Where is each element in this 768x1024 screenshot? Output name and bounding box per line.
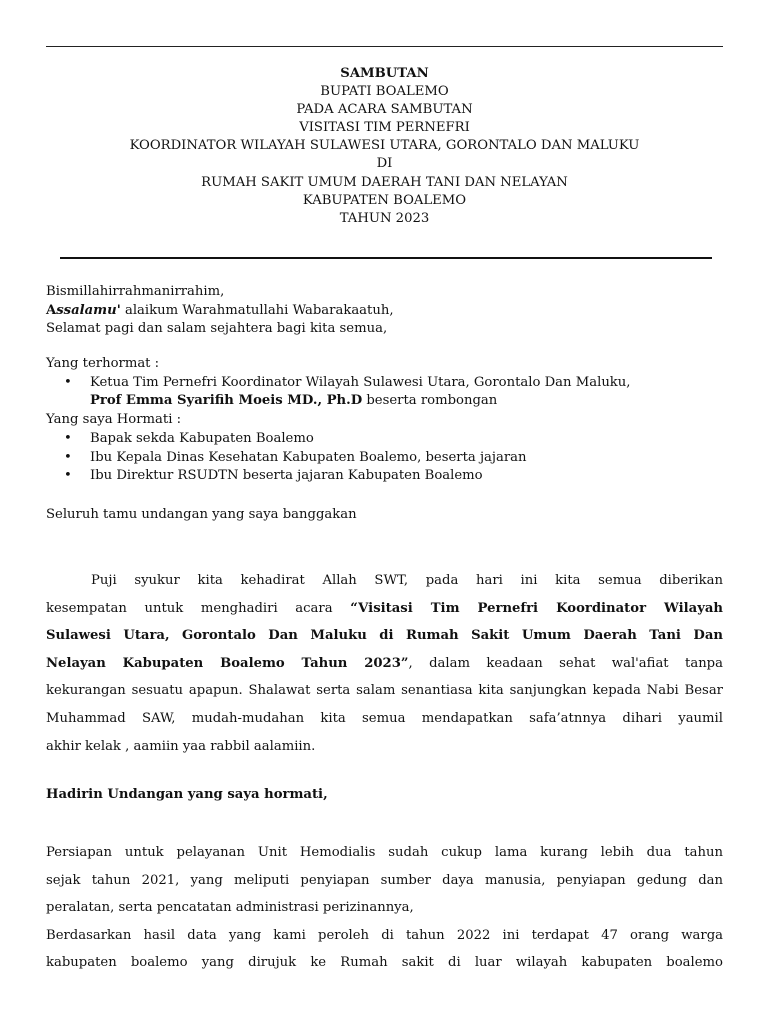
heading-line: KABUPATEN BOALEMO	[302, 192, 467, 208]
heading-title: SAMBUTAN	[340, 66, 429, 81]
salam-line	[46, 302, 726, 321]
list-item	[46, 430, 726, 449]
list-item	[46, 374, 726, 393]
bullet-icon: •	[64, 430, 72, 446]
paragraph-line	[46, 650, 723, 678]
yang-saya-hormati-label: Yang saya Hormati :	[46, 412, 182, 428]
paragraph-text: kesempatan untuk menghadiri acara	[46, 600, 351, 616]
heading-line: RUMAH SAKIT UMUM DAERAH TANI DAN NELAYAN	[201, 174, 568, 190]
hadirin-heading: Hadirin Undangan yang saya hormati,	[46, 787, 328, 802]
paragraph-line: Muhammad SAW, mudah-mudahan kita semua mendapatkan safa’atnnya dihari yaumil	[46, 710, 723, 726]
heading-line: PADA ACARA SAMBUTAN	[296, 102, 473, 118]
terhormat-item-name: Prof Emma Syarifih Moeis MD., Ph.D	[90, 393, 363, 409]
list-item	[46, 449, 726, 468]
hormati-item-text: Ibu Kepala Dinas Kesehatan Kabupaten Boalemo, beserta jajaran	[90, 449, 527, 465]
bullet-icon: •	[64, 449, 72, 465]
salam-rest: alaikum Warahmatullahi Wabarakaatuh,	[120, 302, 394, 318]
paragraph-line: akhir kelak , aamiin yaa rabbil aalamiin.	[46, 738, 316, 754]
heading-divider	[60, 257, 712, 259]
paragraph-line: peralatan, serta pencatatan administrasi perizinannya,	[46, 900, 414, 916]
event-name-bold: Nelayan Kabupaten Boalemo Tahun 2023”	[46, 655, 409, 671]
tamu-line: Seluruh tamu undangan yang saya banggakan	[46, 507, 357, 522]
top-rule	[46, 46, 723, 47]
yang-terhormat-label: Yang terhormat :	[46, 356, 160, 371]
event-name-bold: Sulawesi Utara, Gorontalo Dan Maluku di Rumah Sakit Umum Daerah Tani Dan	[46, 628, 723, 644]
paragraph-line: kabupaten boalemo yang dirujuk ke Rumah sakit di luar wilayah kabupaten boalemo	[46, 955, 723, 971]
paragraph-line	[46, 595, 723, 623]
selamat-line: Selamat pagi dan salam sejahtera bagi kita semua,	[46, 321, 388, 337]
event-name-bold: “Visitasi Tim Pernefri Koordinator Wilayah	[350, 600, 723, 616]
heading-line: BUPATI BOALEMO	[320, 84, 449, 100]
terhormat-item-text: Ketua Tim Pernefri Koordinator Wilayah Sulawesi Utara, Gorontalo Dan Maluku,	[90, 374, 631, 390]
salam-bold: ssalamu'	[56, 302, 121, 318]
paragraph-line: kekurangan sesuatu apapun. Shalawat serta salam senantiasa kita sanjungkan kepada Nabi Besar	[46, 683, 723, 699]
greeting-block	[46, 283, 726, 339]
honorifics-block	[46, 355, 726, 486]
salam-cap: A	[46, 302, 57, 318]
document-heading	[46, 65, 723, 228]
bullet-icon: •	[64, 374, 72, 390]
bullet-icon: •	[64, 468, 72, 484]
paragraph-line: sejak tahun 2021, yang meliputi penyiapan sumber daya manusia, penyiapan gedung dan	[46, 872, 723, 888]
list-item	[46, 467, 726, 486]
paragraph-line: Puji syukur kita kehadirat Allah SWT, pada hari ini kita semua diberikan	[91, 573, 723, 588]
paragraph-opening	[46, 567, 723, 760]
heading-line: KOORDINATOR WILAYAH SULAWESI UTARA, GORONTALO DAN MALUKU	[129, 138, 640, 154]
paragraph-line: Berdasarkan hasil data yang kami peroleh di tahun 2022 ini terdapat 47 orang warga	[46, 927, 723, 943]
terhormat-item-rest: beserta rombongan	[362, 393, 498, 409]
heading-line: DI	[376, 156, 393, 172]
bismillah-line: Bismillahirrahmanirrahim,	[46, 284, 225, 299]
paragraph-preparation	[46, 839, 723, 977]
heading-line: TAHUN 2023	[339, 210, 430, 226]
terhormat-item-continuation	[46, 392, 726, 411]
hormati-item-text: Bapak sekda Kabupaten Boalemo	[90, 430, 314, 446]
heading-line: VISITASI TIM PERNEFRI	[299, 120, 470, 136]
paragraph-text: , dalam keadaan sehat wal'afiat tanpa	[408, 655, 723, 671]
paragraph-line: Persiapan untuk pelayanan Unit Hemodialis sudah cukup lama kurang lebih dua tahun	[46, 845, 723, 860]
hormati-item-text: Ibu Direktur RSUDTN beserta jajaran Kabupaten Boalemo	[90, 468, 483, 484]
